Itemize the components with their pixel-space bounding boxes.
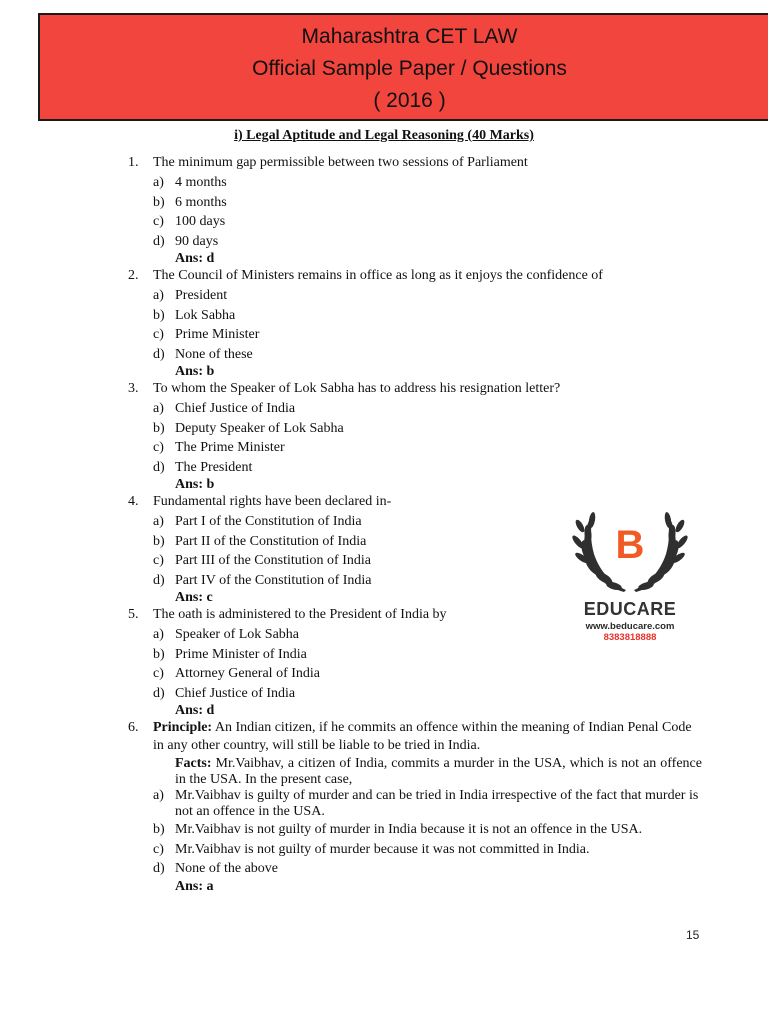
facts-paragraph: [0, 756, 768, 788]
option-letter: a): [153, 288, 164, 303]
option: [0, 232, 768, 252]
question-text: [0, 154, 768, 172]
option-letter: b): [153, 533, 165, 549]
option-letter: a): [153, 175, 164, 190]
option-letter: d): [153, 233, 165, 249]
page-number: 15: [686, 928, 700, 942]
option-text: Mr.Vaibhav is not guilty of murder because it was not committed in India.: [175, 841, 590, 857]
answer: Ans: b: [175, 364, 215, 379]
option-text: None of the above: [175, 861, 279, 876]
question-number: 1.: [128, 155, 139, 170]
option: [0, 325, 768, 345]
option-text: None of these: [175, 346, 253, 362]
option-text: Prime Minister: [175, 327, 260, 342]
option-text: Chief Justice of India: [175, 685, 296, 701]
question-number: 3.: [128, 381, 139, 396]
header-year: ( 2016 ): [373, 89, 446, 112]
option: [0, 286, 768, 306]
option-letter: c): [153, 214, 164, 229]
option-letter: a): [153, 514, 164, 529]
option-text: 100 days: [175, 214, 226, 229]
option-letter: b): [153, 822, 165, 837]
question-stem: The Council of Ministers remains in office as long as it enjoys the confidence of: [153, 268, 603, 283]
answer: Ans: d: [175, 251, 215, 266]
logo-phone: 8383818888: [603, 632, 657, 643]
option-letter: c): [153, 440, 164, 455]
question-number: 4.: [128, 494, 139, 509]
option: [0, 645, 768, 665]
answer: Ans: a: [175, 878, 214, 894]
option: [0, 820, 768, 840]
question-stem: Fundamental rights have been declared in-: [153, 494, 392, 509]
facts-text: Mr.Vaibhav, a citizen of India, commits a murder in the USA, which is not an offence in the USA. In the present case,: [175, 756, 702, 787]
option-text: Prime Minister of India: [175, 646, 307, 662]
option-text: 6 months: [175, 194, 227, 210]
question-3: [0, 380, 768, 493]
question-2: [0, 267, 768, 380]
option: [0, 458, 768, 478]
option-text: 4 months: [175, 175, 227, 190]
option-letter: d): [153, 861, 165, 876]
option-text: Lok Sabha: [175, 307, 236, 323]
answer: Ans: b: [175, 477, 215, 492]
option: [0, 212, 768, 232]
option-text: 90 days: [175, 233, 219, 249]
question-1: [0, 154, 768, 267]
option-letter: a): [153, 788, 164, 803]
option-letter: b): [153, 194, 165, 210]
option-letter: b): [153, 420, 165, 436]
option: [0, 840, 768, 860]
question-stem: The minimum gap permissible between two sessions of Parliament: [153, 155, 528, 170]
answer: Ans: d: [175, 703, 215, 718]
option: [0, 173, 768, 193]
option-letter: c): [153, 666, 164, 681]
option-text: Attorney General of India: [175, 666, 320, 681]
option-text: Part IV of the Constitution of India: [175, 572, 372, 588]
question-text: [0, 719, 768, 755]
option-letter: d): [153, 572, 165, 588]
option-letter: c): [153, 327, 164, 342]
option: [0, 399, 768, 419]
answer: Ans: c: [175, 590, 213, 605]
option-letter: d): [153, 346, 165, 362]
question-stem: The oath is administered to the President of India by: [153, 607, 447, 622]
option: [0, 788, 768, 820]
question-6: [0, 719, 768, 895]
question-text: [0, 380, 768, 398]
option-text: Deputy Speaker of Lok Sabha: [175, 420, 344, 436]
educare-logo: [572, 506, 688, 643]
option-letter: c): [153, 841, 164, 857]
option-letter: b): [153, 307, 165, 323]
option-text: Part II of the Constitution of India: [175, 533, 367, 549]
question-number: 5.: [128, 607, 139, 622]
option-text: Part I of the Constitution of India: [175, 514, 362, 529]
principle-label: Principle:: [153, 720, 213, 735]
option: [0, 193, 768, 213]
option-text: Speaker of Lok Sabha: [175, 627, 300, 642]
option: [0, 306, 768, 326]
logo-letter: B: [615, 523, 645, 567]
option: [0, 664, 768, 684]
option-text: President: [175, 288, 228, 303]
question-stem: To whom the Speaker of Lok Sabha has to address his resignation letter?: [153, 381, 561, 396]
option-letter: a): [153, 401, 164, 416]
option-letter: a): [153, 627, 164, 642]
option: [0, 859, 768, 879]
laurel-icon: [572, 506, 688, 596]
option-letter: d): [153, 685, 165, 701]
header-banner: [38, 13, 768, 121]
question-number: 2.: [128, 268, 139, 283]
option: [0, 684, 768, 704]
question-number: 6.: [128, 720, 139, 735]
option-text: Mr.Vaibhav is guilty of murder and can be tried in India irrespective of the fact that murder is not an offence in the USA.: [175, 788, 699, 819]
option: [0, 438, 768, 458]
option-text: Chief Justice of India: [175, 401, 296, 416]
section-title: i) Legal Aptitude and Legal Reasoning (40 Marks): [234, 128, 534, 143]
header-subtitle: Official Sample Paper / Questions: [252, 57, 567, 80]
option-letter: b): [153, 646, 165, 662]
facts-label: Facts:: [175, 756, 212, 771]
option-letter: d): [153, 459, 165, 475]
question-text: [0, 267, 768, 285]
option-text: Part III of the Constitution of India: [175, 553, 371, 568]
option-letter: c): [153, 553, 164, 568]
option: [0, 419, 768, 439]
option: [0, 345, 768, 365]
logo-name: EDUCARE: [583, 599, 677, 619]
principle-text: An Indian citizen, if he commits an offence within the meaning of Indian Penal Code in any other country, will still be liable to be tried in India.: [153, 720, 692, 753]
option-text: The President: [175, 459, 253, 475]
logo-url: www.beducare.com: [585, 621, 675, 632]
option-text: The Prime Minister: [175, 440, 285, 455]
option-text: Mr.Vaibhav is not guilty of murder in India because it is not an offence in the USA.: [175, 822, 643, 837]
header-title: Maharashtra CET LAW: [301, 25, 518, 48]
